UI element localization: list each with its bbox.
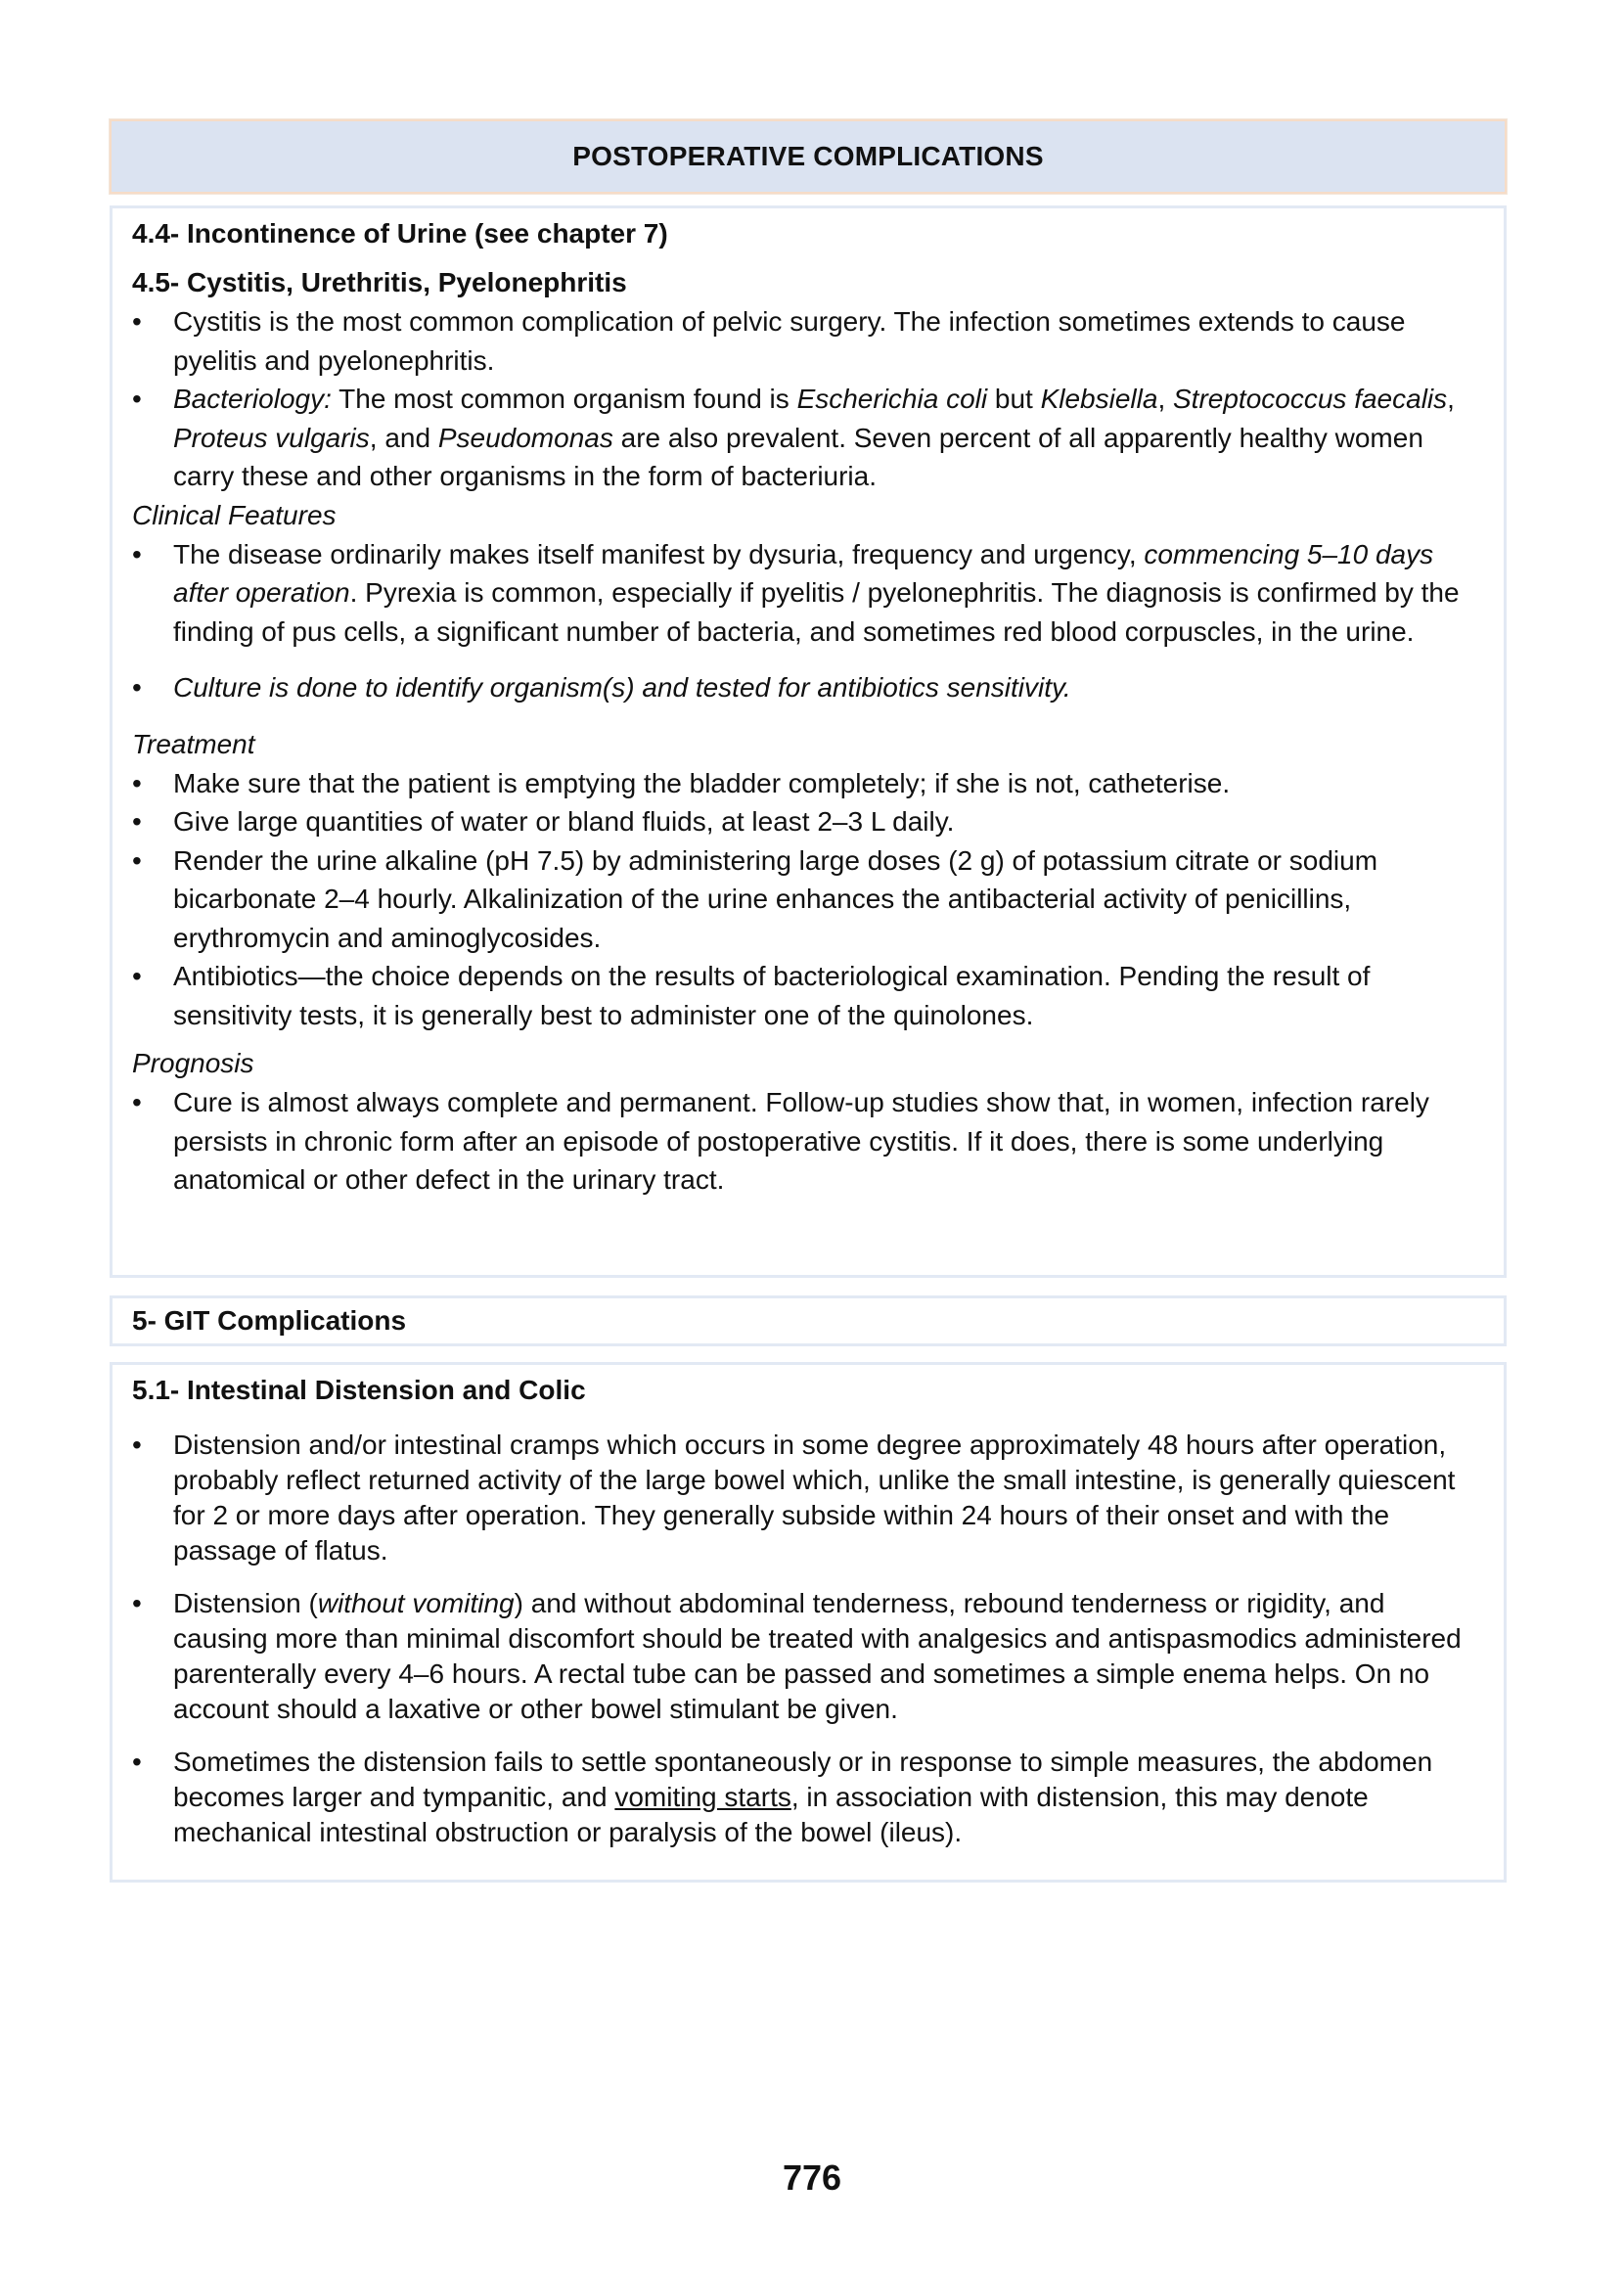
page-number: 776: [782, 2157, 842, 2198]
document-page: [110, 119, 1507, 1883]
list-item: • Give large quantities of water or bland fluids, at least 2–3 L daily.: [132, 802, 1484, 841]
list-item: • Cure is almost always complete and permanent. Follow-up studies show that, in women, infection rarely persists in chronic form after an episode of postoperative cystitis. If it does, there is some underlying anatomical or other defect in the urinary tract.: [132, 1083, 1484, 1200]
list-item: • Bacteriology: The most common organism found is Escherichia coli but Klebsiella, Streptococcus faecalis, Proteus vulgaris, and Pseudomonas are also prevalent. Seven percent of all apparently healthy women carry these and other organisms in the form of bacteriuria.: [132, 380, 1484, 496]
list-item: • Distension (without vomiting) and without abdominal tenderness, rebound tenderness or rigidity, and causing more than minimal discomfort should be treated with analgesics and antispasmodics administered parenterally every 4–6 hours. A rectal tube can be passed and sometimes a simple enema helps. On no account should a laxative or other bowel stimulant be given.: [132, 1586, 1484, 1727]
heading-4-4: 4.4- Incontinence of Urine (see chapter 7): [132, 218, 668, 249]
list-item: • Render the urine alkaline (pH 7.5) by administering large doses (2 g) of potassium citrate or sodium bicarbonate 2–4 hourly. Alkalinization of the urine enhances the antibacterial activity of penicillins, erythromycin and aminoglycosides.: [132, 841, 1484, 958]
clinical-features-list: [132, 535, 1484, 707]
subheading-prognosis: Prognosis: [132, 1048, 254, 1078]
list-item: • Distension and/or intestinal cramps which occurs in some degree approximately 48 hours after operation, probably reflect returned activity of the large bowel which, unlike the small intestine, is generally quiescent for 2 or more days after operation. They generally subside within 24 hours of their onset and with the passage of flatus.: [132, 1428, 1484, 1568]
list-item: • The disease ordinarily makes itself manifest by dysuria, frequency and urgency, commencing 5–10 days after operation. Pyrexia is common, especially if pyelitis / pyelonephritis. The diagnosis is confirmed by the finding of pus cells, a significant number of bacteria, and sometimes red blood corpuscles, in the urine.: [132, 535, 1484, 652]
subheading-clinical-features: Clinical Features: [132, 499, 337, 530]
list-item: • Sometimes the distension fails to settle spontaneously or in response to simple measures, the abdomen becomes larger and tympanitic, and vomiting starts, in association with distension, this may denote mechanical intestinal obstruction or paralysis of the bowel (ileus).: [132, 1745, 1484, 1850]
subheading-treatment: Treatment: [132, 728, 255, 759]
chapter-title-bar: [110, 119, 1507, 194]
distension-section-box: [110, 1362, 1507, 1883]
distension-list: [132, 1428, 1484, 1850]
heading-4-5: 4.5- Cystitis, Urethritis, Pyelonephritis: [132, 267, 627, 297]
list-item: • Culture is done to identify organism(s) and tested for antibiotics sensitivity.: [132, 668, 1484, 707]
treatment-list: [132, 764, 1484, 1035]
heading-5-1: 5.1- Intestinal Distension and Colic: [132, 1375, 586, 1405]
list-item: • Cystitis is the most common complication of pelvic surgery. The infection sometimes extends to cause pyelitis and pyelonephritis.: [132, 302, 1484, 380]
list-item: • Make sure that the patient is emptying the bladder completely; if she is not, catheterise.: [132, 764, 1484, 803]
git-section-header-box: [110, 1295, 1507, 1346]
intro-list: [132, 302, 1484, 496]
heading-5: 5- GIT Complications: [132, 1305, 407, 1336]
urinary-section-box: [110, 205, 1507, 1278]
chapter-title: POSTOPERATIVE COMPLICATIONS: [572, 141, 1044, 171]
prognosis-list: [132, 1083, 1484, 1200]
list-item: • Antibiotics—the choice depends on the results of bacteriological examination. Pending the result of sensitivity tests, it is generally best to administer one of the quinolones.: [132, 957, 1484, 1034]
